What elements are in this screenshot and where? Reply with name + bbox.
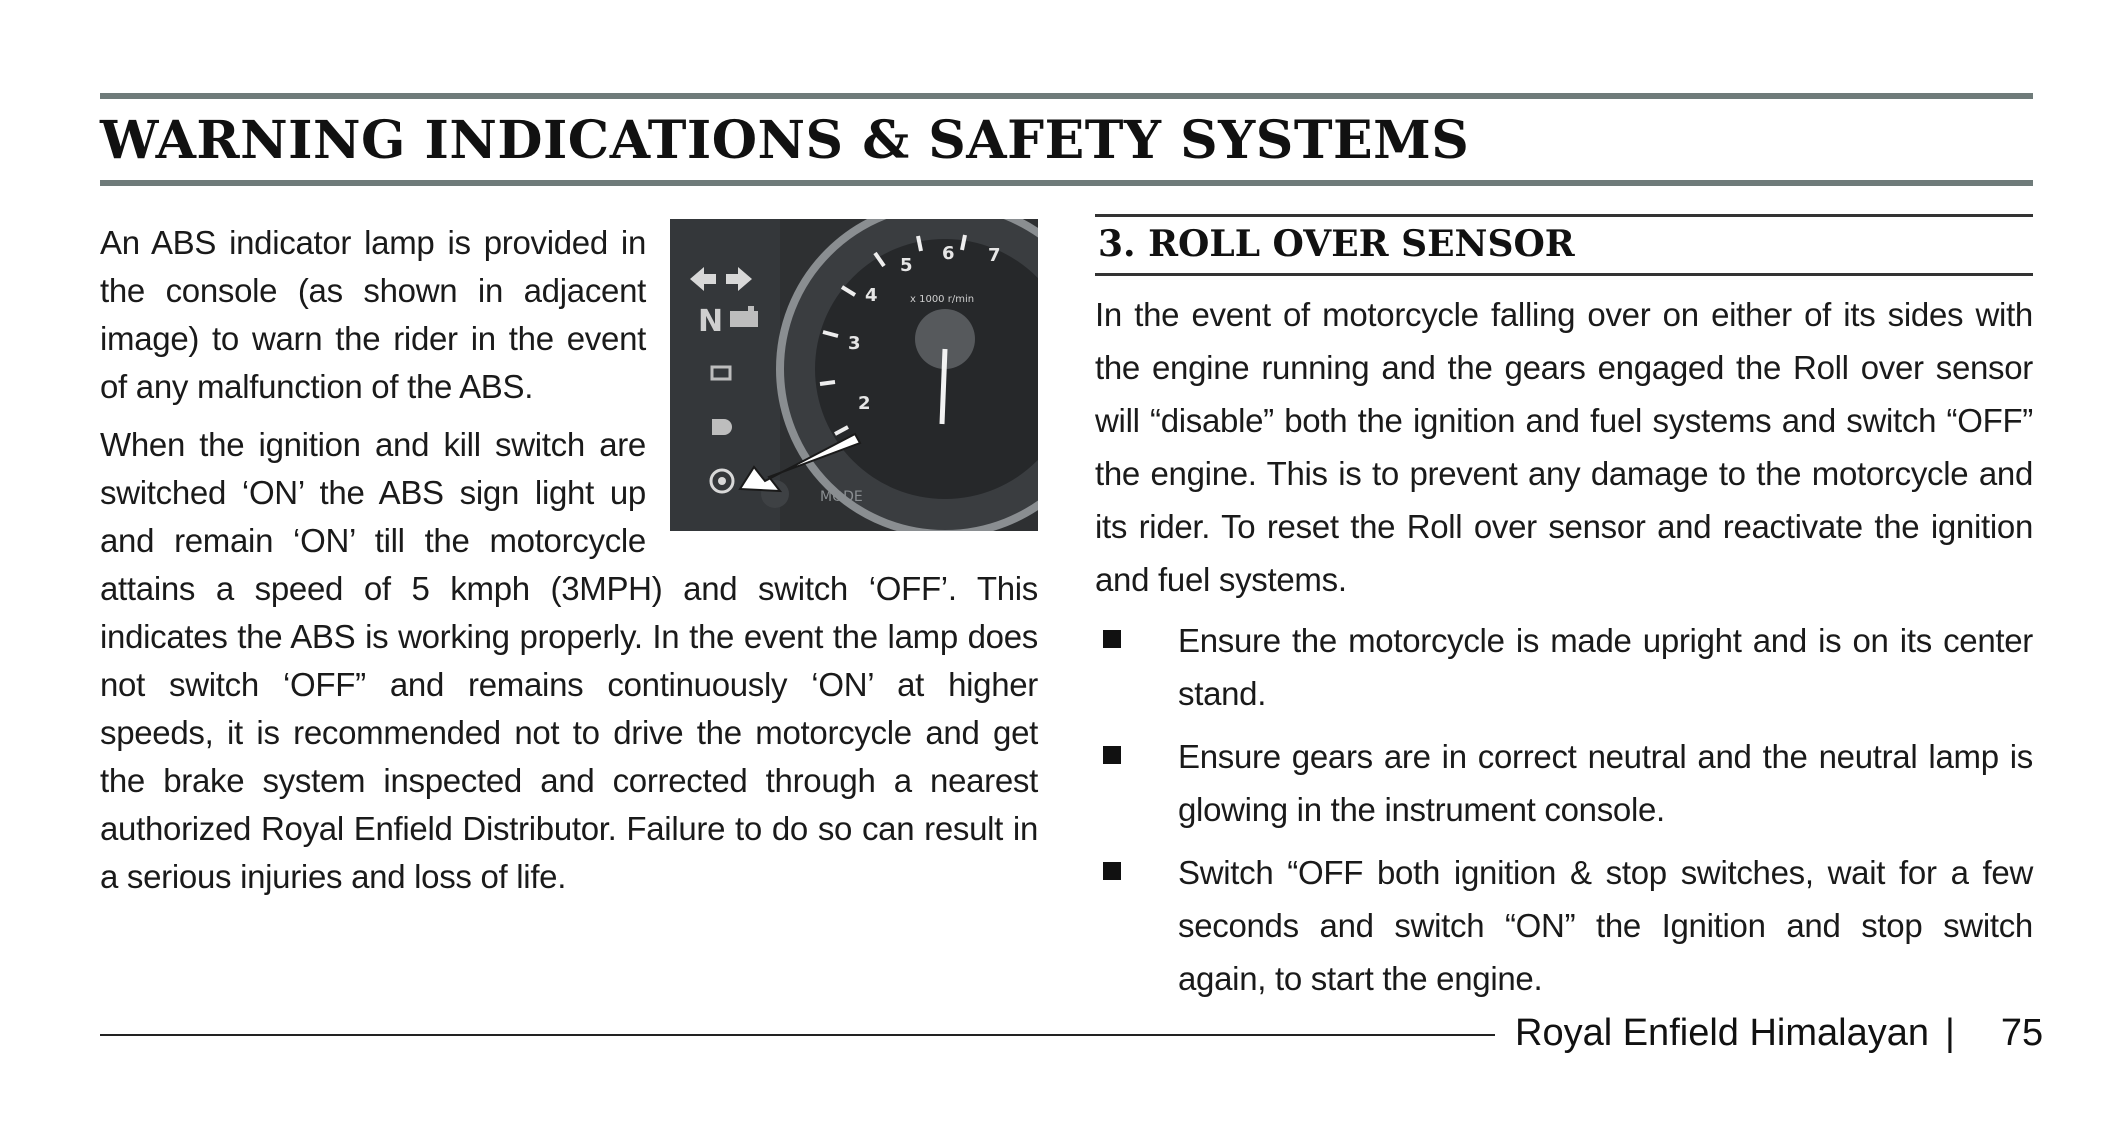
page-number: 75 [2000,1012,2044,1054]
dial-number: 2 [858,393,871,414]
reset-steps-list [1095,614,2033,1005]
abs-console-image [670,219,1038,531]
list-item [1095,614,2033,720]
list-item-text: Switch “OFF both ignition & stop switches, wait for a few seconds and switch “ON” the Ignition and stop switch again, to start the engine. [1178,854,2033,997]
footer-rule [100,1034,1495,1036]
left-column [100,219,1038,911]
dial-number: 3 [848,333,861,354]
square-bullet-icon [1103,746,1121,764]
abs-intro-paragraph: An ABS indicator lamp is provided in the console (as shown in adjacent image) to warn the rider in the event of any malfunction of the ABS. [100,224,646,405]
tach-needle [942,349,945,424]
square-bullet-icon [1103,862,1121,880]
square-bullet-icon [1103,630,1121,648]
top-rule [100,93,2033,99]
right-column [1095,214,2033,1015]
footer-separator: | [1944,1012,1955,1054]
footer-title: Royal Enfield Himalayan [1515,1012,1929,1054]
page-footer [1515,1008,2043,1058]
dial-number: 7 [988,245,1001,266]
list-item [1095,846,2033,1005]
title-rule [100,180,2033,186]
console-illustration [670,219,1038,531]
dial-number: 4 [865,285,878,306]
dial-unit-label: x 1000 r/min [910,294,975,305]
mode-label: MODE [820,489,863,505]
dial-number: 5 [900,255,913,276]
list-item [1095,730,2033,836]
list-item-text: Ensure gears are in correct neutral and the neutral lamp is glowing in the instrument console. [1178,738,2033,828]
roll-over-intro: In the event of motorcycle falling over on either of its sides with the engine running and the gears engaged the Roll over sensor will “disable” both the ignition and fuel systems and switch “OFF” the engine. This is to prevent any damage to the motorcycle and its rider. To reset the Roll over sensor and reactivate the ignition and fuel systems. [1095,296,2033,598]
neutral-indicator-icon: N [698,304,724,339]
list-item-text: Ensure the motorcycle is made upright and is on its center stand. [1178,622,2033,712]
headlamp-icon [712,419,732,435]
dial-number: 6 [942,243,955,264]
page-title: WARNING INDICATIONS & SAFETY SYSTEMS [100,110,1470,171]
section-heading: 3. ROLL OVER SENSOR [1095,214,2033,276]
abs-behavior-paragraph: When the ignition and kill switch are switched ‘ON’ the ABS sign light up and remain ‘ON’ till the motorcycle attains a speed of 5 kmph (3MPH) and switch ‘OFF’. This indicates the ABS is working properly. In the event the lamp does not switch ‘OFF” and remains continuously ‘ON’ at higher speeds, it is recommended not to drive the motorcycle and get the brake system inspected and corrected through a nearest authorized Royal Enfield Distributor. Failure to do so can result in a serious injuries and loss of life. [100,426,1038,895]
